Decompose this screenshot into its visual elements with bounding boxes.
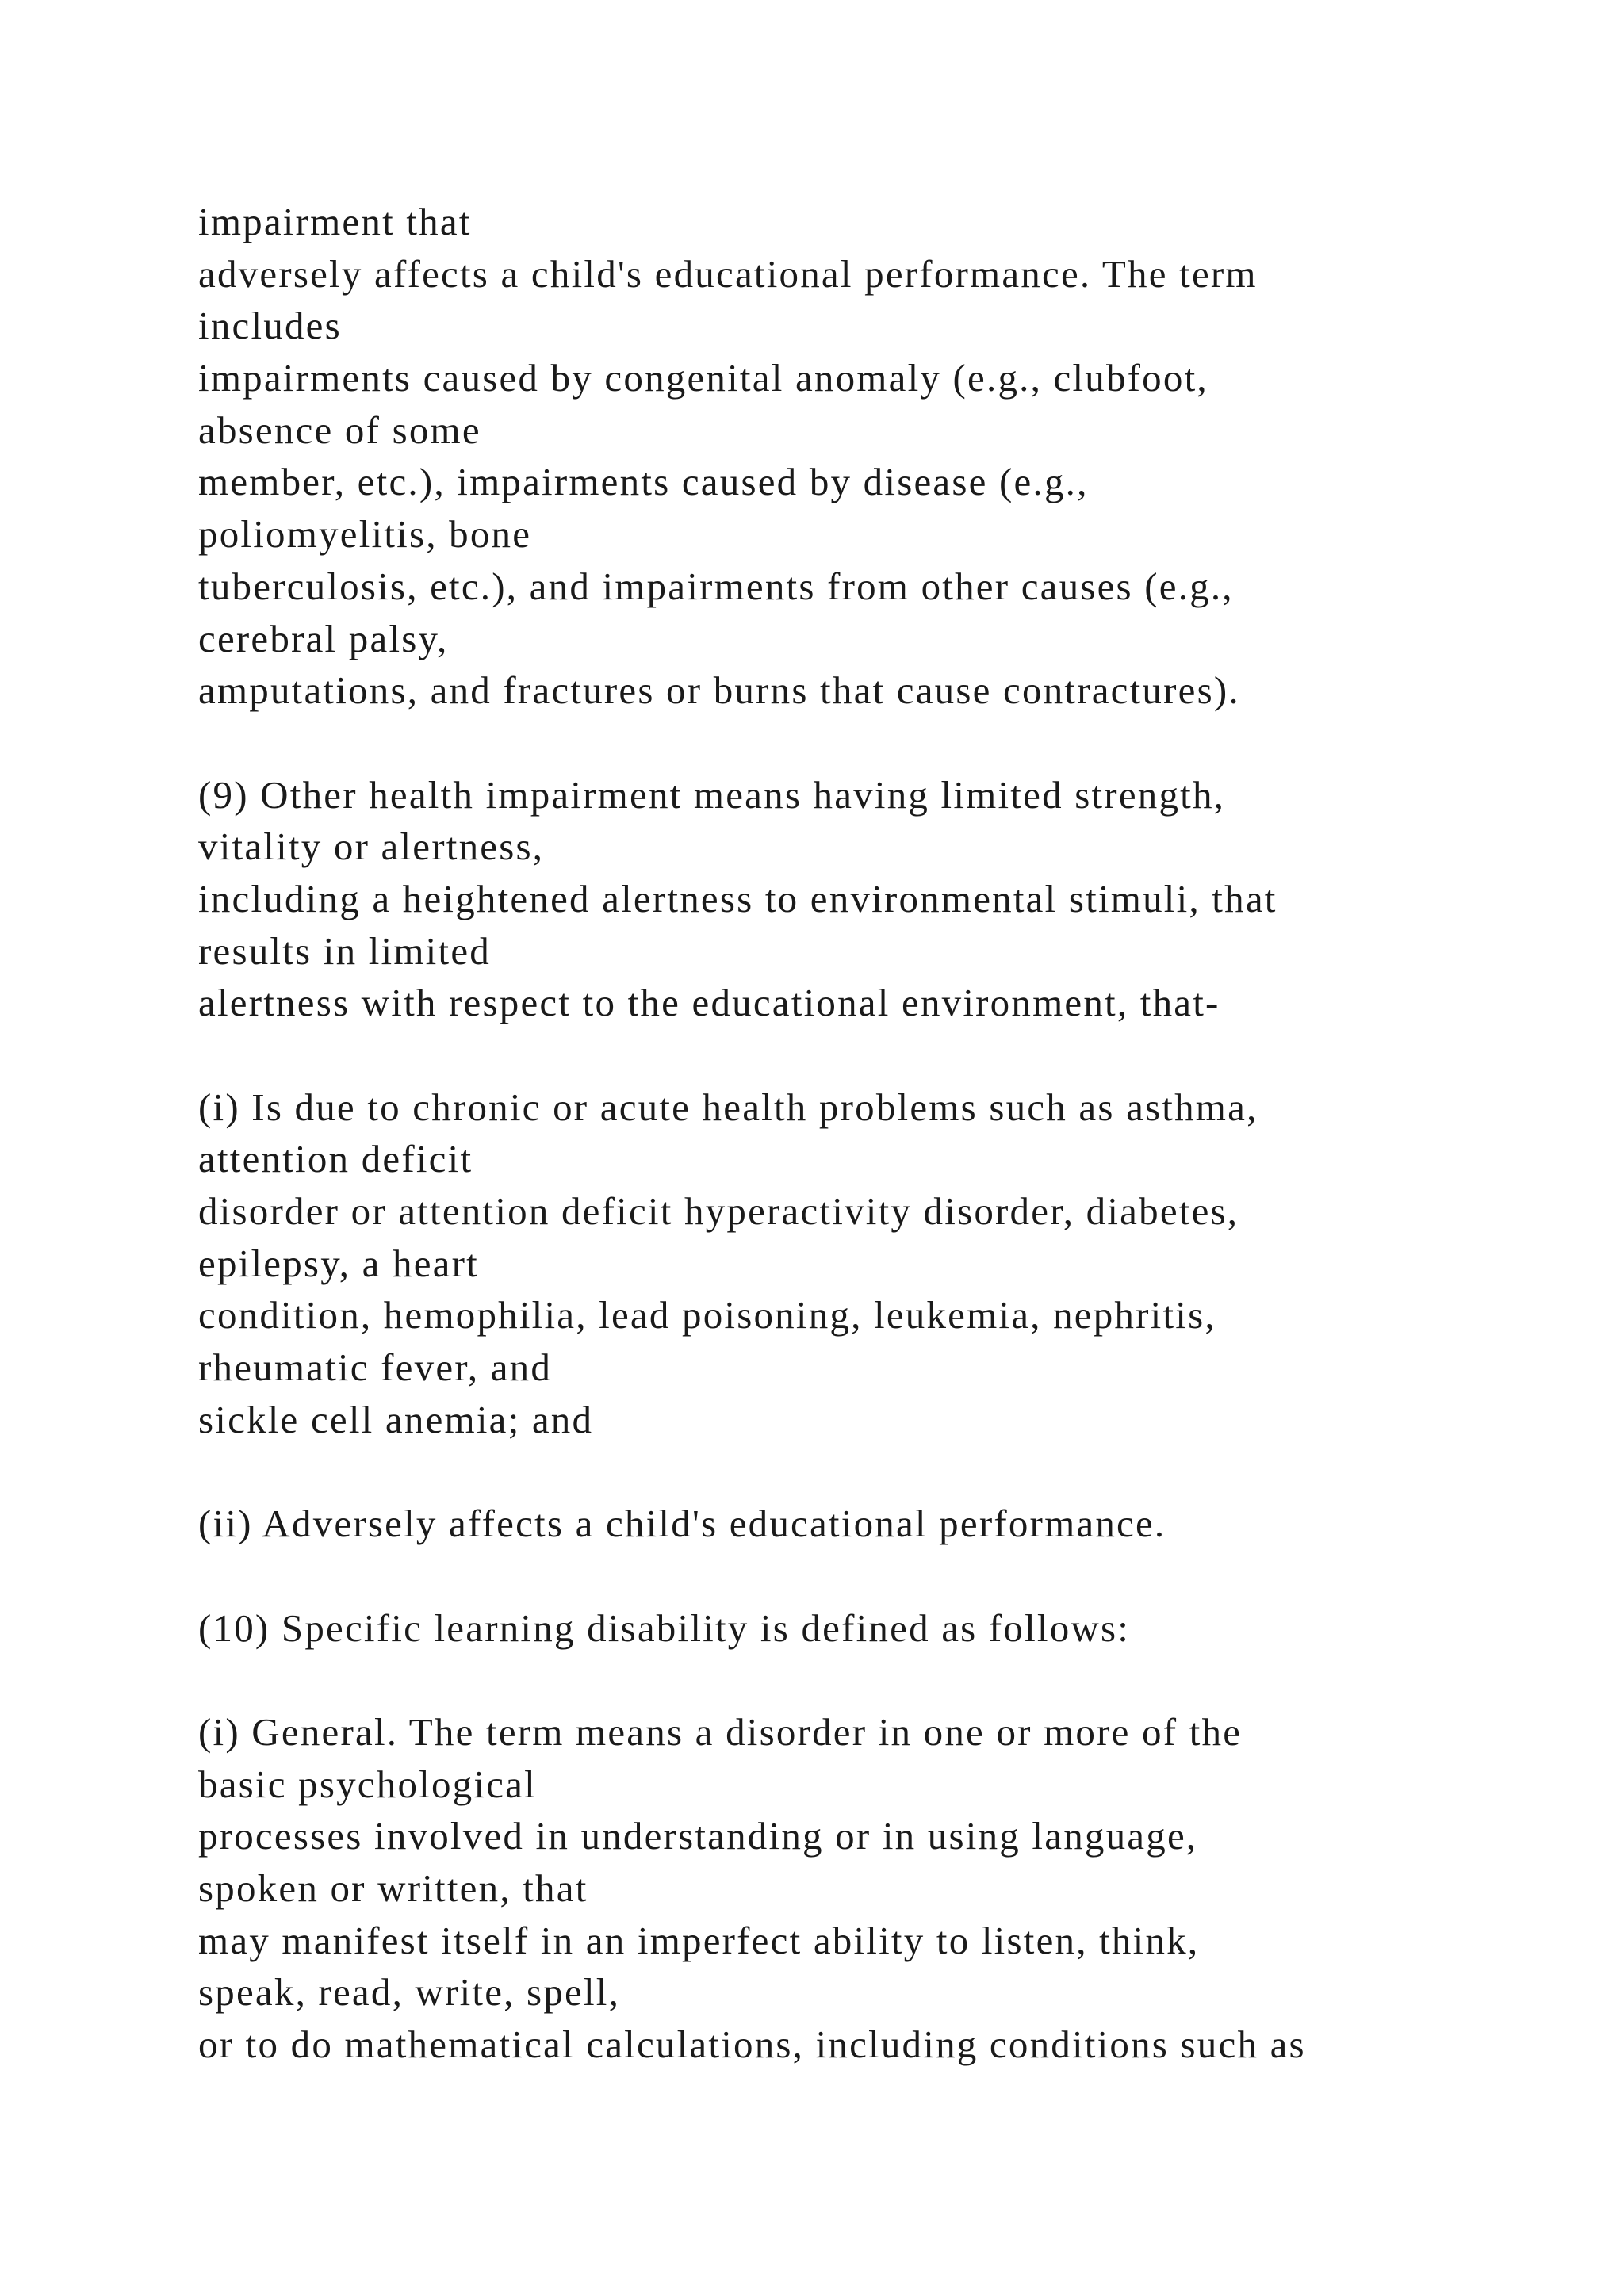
text-line: processes involved in understanding or in using language,: [198, 1814, 1198, 1858]
text-line: member, etc.), impairments caused by disease (e.g.,: [198, 460, 1089, 504]
text-line: attention deficit: [198, 1137, 473, 1181]
text-line: (9) Other health impairment means having limited strength,: [198, 772, 1226, 817]
text-line: amputations, and fractures or burns that cause contractures).: [198, 668, 1240, 713]
text-line: impairment that: [198, 200, 472, 243]
paragraph-spacer: [198, 1550, 1594, 1602]
text-line: (i) General. The term means a disorder in one or more of the: [198, 1709, 1243, 1754]
paragraph-spacer: [198, 717, 1594, 769]
text-line: adversely affects a child's educational performance. The term: [198, 251, 1258, 296]
text-line: poliomyelitis, bone: [198, 512, 532, 557]
text-line: basic psychological: [198, 1762, 537, 1806]
document-body: [198, 196, 1594, 2071]
text-line: alertness with respect to the educational environment, that-: [198, 981, 1220, 1025]
text-line: vitality or alertness,: [198, 825, 545, 869]
text-line: epilepsy, a heart: [198, 1241, 479, 1285]
text-line: spoken or written, that: [198, 1866, 588, 1910]
text-line: tuberculosis, etc.), and impairments from other causes (e.g.,: [198, 564, 1234, 608]
text-line: (10) Specific learning disability is defined as follows:: [198, 1605, 1131, 1650]
text-line: including a heightened alertness to environmental stimuli, that: [198, 876, 1277, 920]
paragraph-specific-learning-disability: [198, 1602, 1594, 1655]
paragraph-spacer: [198, 1029, 1594, 1081]
paragraph-ohi-clause-i: [198, 1081, 1594, 1446]
paragraph-ohi-clause-ii: [198, 1498, 1594, 1550]
text-line: rheumatic fever, and: [198, 1345, 553, 1390]
text-line: results in limited: [198, 928, 491, 973]
text-line: (ii) Adversely affects a child's educational performance.: [198, 1502, 1166, 1546]
paragraph-orthopedic-continuation: [198, 196, 1594, 717]
text-line: speak, read, write, spell,: [198, 1970, 621, 2015]
text-line: condition, hemophilia, lead poisoning, leukemia, nephritis,: [198, 1293, 1216, 1337]
text-line: sickle cell anemia; and: [198, 1397, 594, 1441]
text-line: may manifest itself in an imperfect ability to listen, think,: [198, 1918, 1200, 1962]
text-line: (i) Is due to chronic or acute health problems such as asthma,: [198, 1085, 1258, 1129]
paragraph-other-health-impairment: [198, 769, 1594, 1029]
text-line: or to do mathematical calculations, including conditions such as: [198, 2022, 1306, 2067]
text-line: absence of some: [198, 408, 481, 452]
paragraph-sld-general: [198, 1706, 1594, 2071]
paragraph-spacer: [198, 1446, 1594, 1498]
text-line: cerebral palsy,: [198, 616, 449, 660]
text-line: disorder or attention deficit hyperactivity disorder, diabetes,: [198, 1189, 1239, 1234]
text-line: includes: [198, 304, 342, 348]
paragraph-spacer: [198, 1654, 1594, 1706]
text-line: impairments caused by congenital anomaly (e.g., clubfoot,: [198, 356, 1208, 400]
